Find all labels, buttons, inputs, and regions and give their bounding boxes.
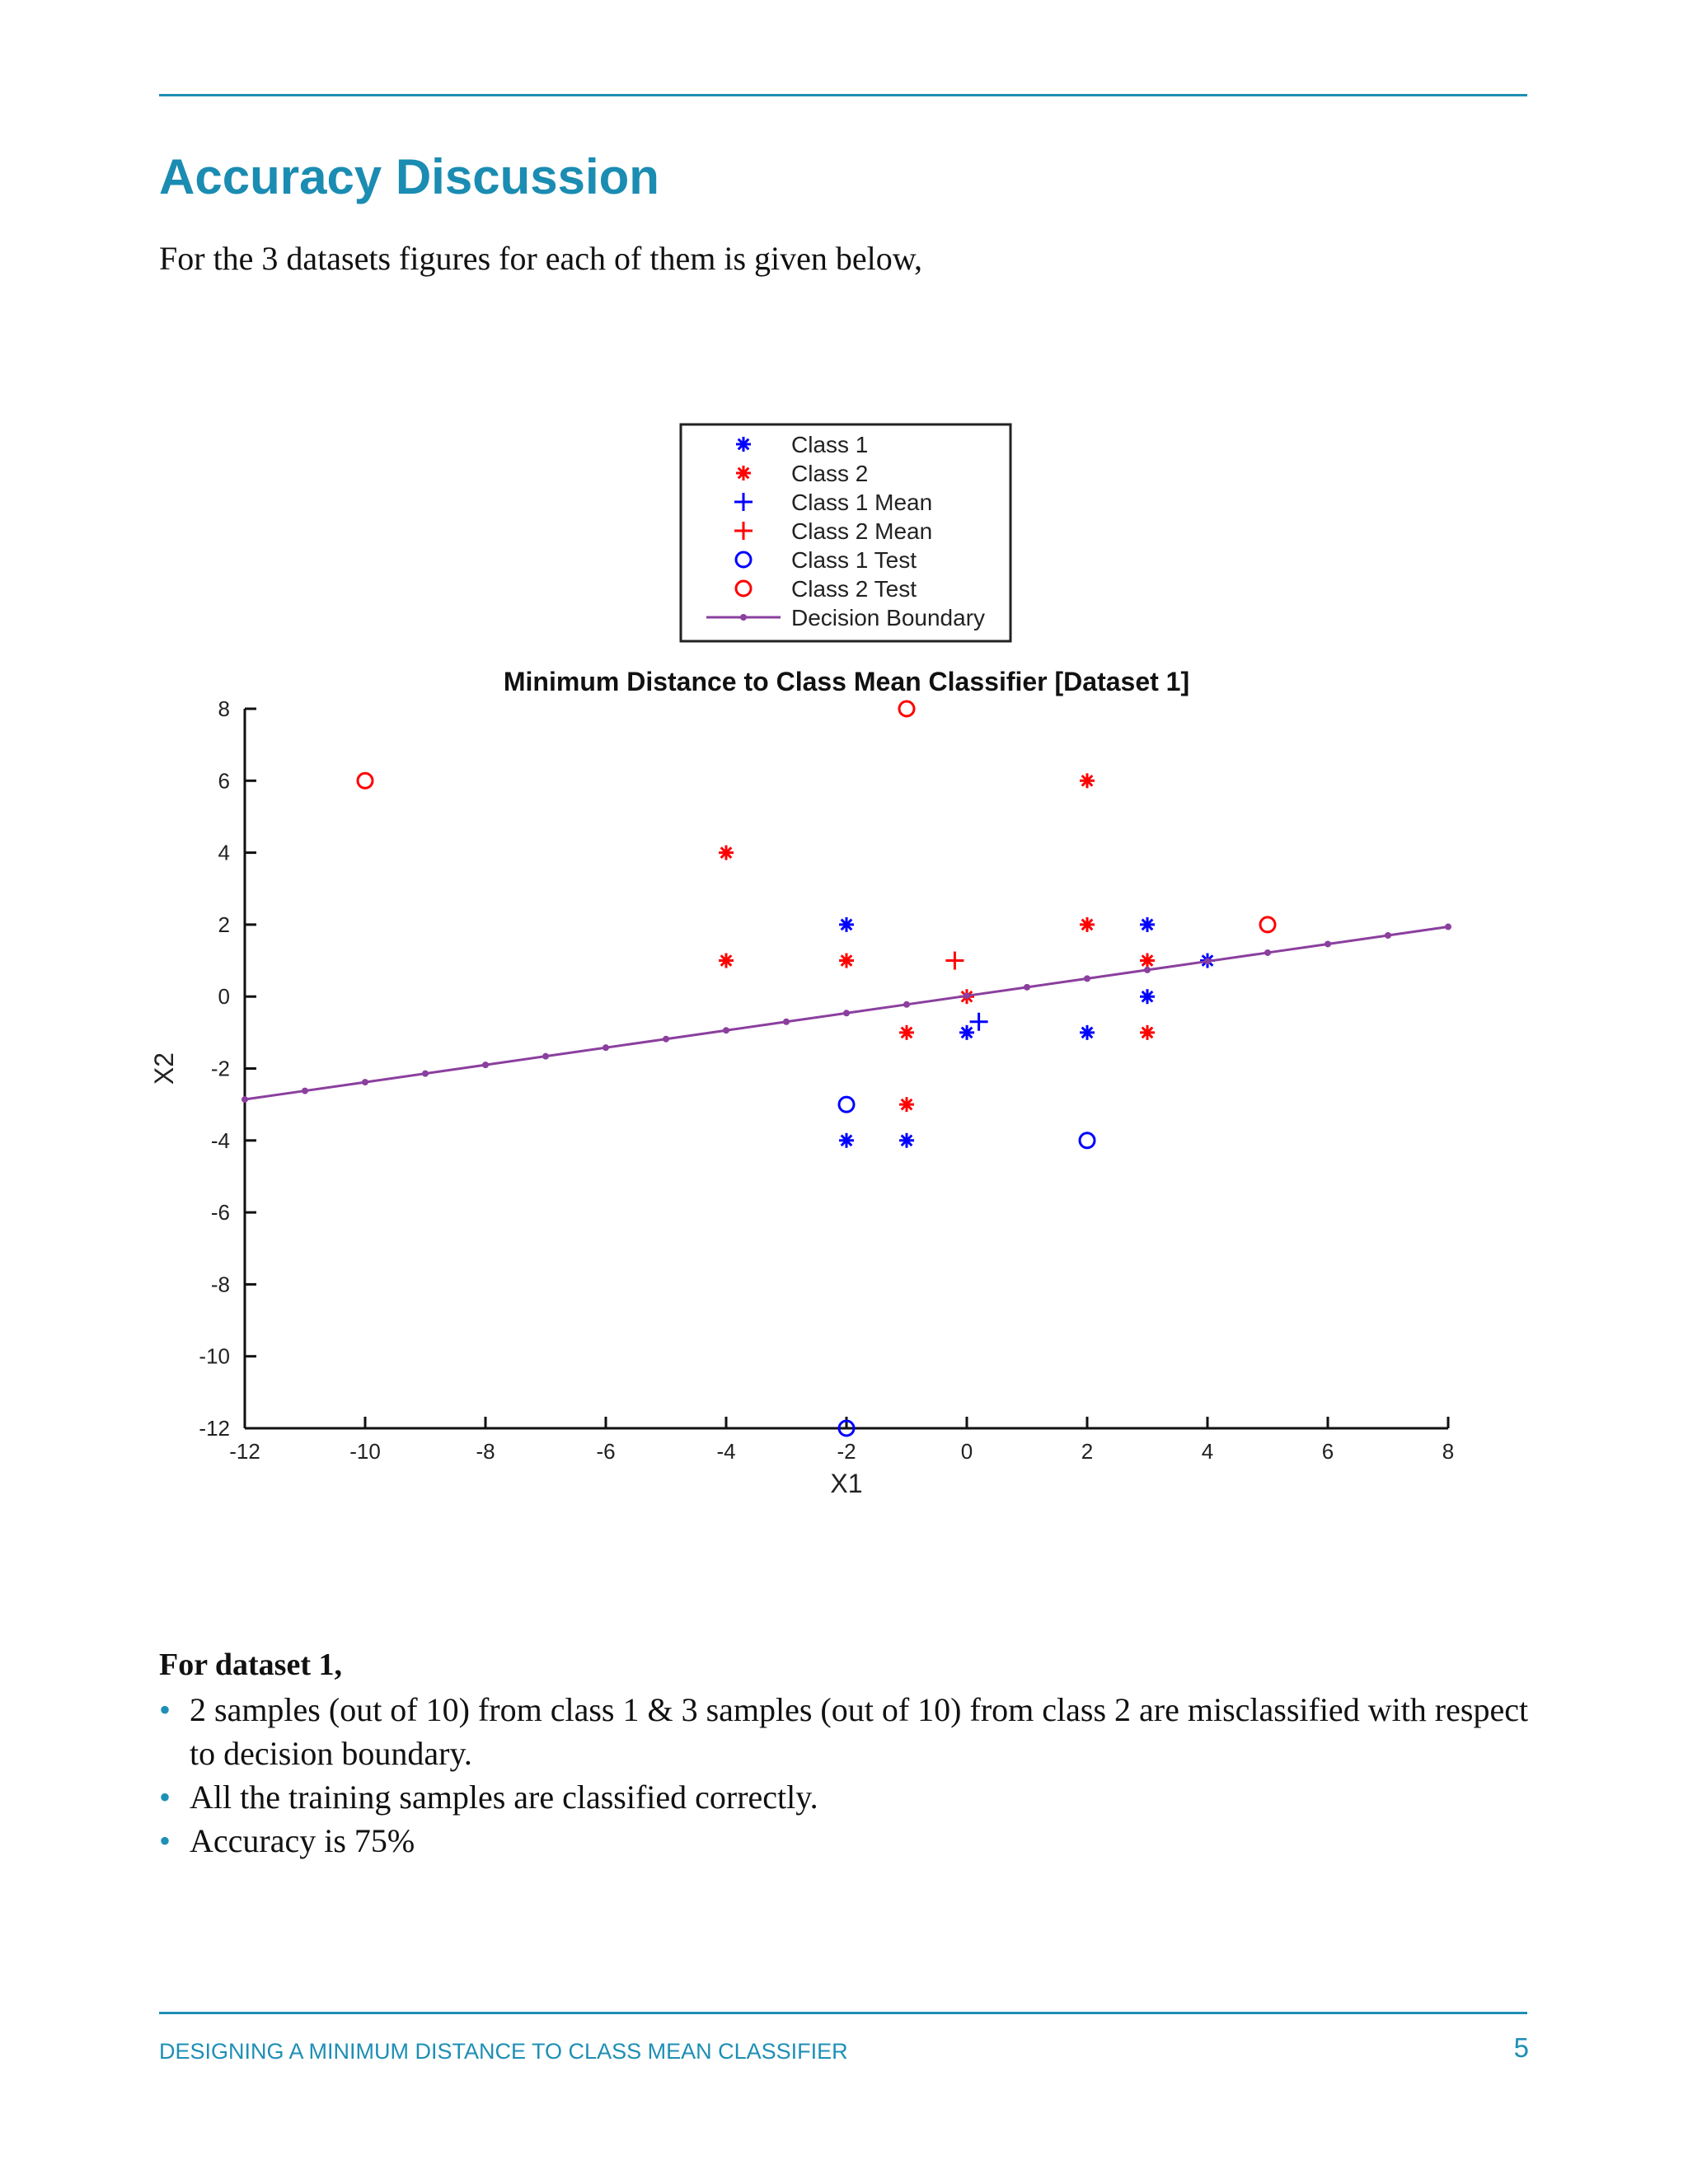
y-tick-label: 8 — [218, 696, 230, 721]
boundary-point — [783, 1019, 790, 1025]
legend-label: Class 1 — [791, 432, 869, 457]
y-axis-label: X2 — [149, 1052, 179, 1085]
legend-label: Class 1 Test — [791, 547, 917, 573]
x-tick-label: 0 — [960, 1439, 973, 1464]
boundary-point — [482, 1062, 489, 1068]
x-tick-label: 6 — [1321, 1439, 1334, 1464]
y-tick-label: -6 — [210, 1200, 230, 1226]
x-axis-label: X1 — [830, 1469, 863, 1498]
legend-marker — [736, 437, 751, 452]
boundary-point — [302, 1088, 308, 1094]
boundary-point — [422, 1071, 429, 1077]
x-tick-label: -4 — [716, 1439, 736, 1464]
y-tick-label: -8 — [210, 1272, 230, 1297]
top-rule — [159, 94, 1527, 96]
bullet-icon: • — [159, 1822, 171, 1859]
y-tick-label: 6 — [218, 768, 230, 794]
boundary-point — [964, 992, 970, 999]
boundary-point — [663, 1036, 669, 1043]
boundary-point — [542, 1053, 549, 1060]
legend-label: Class 2 Mean — [791, 518, 933, 544]
y-tick-label: -2 — [210, 1056, 230, 1081]
legend-label: Class 2 Test — [791, 576, 917, 602]
chart-title: Minimum Distance to Class Mean Classifier [Dataset 1] — [503, 667, 1190, 696]
boundary-point — [903, 1001, 910, 1008]
x-tick-label: -6 — [596, 1439, 616, 1464]
page-heading: Accuracy Discussion — [159, 149, 659, 204]
y-tick-label: 4 — [218, 840, 230, 865]
list-item — [159, 1775, 1544, 1819]
x-tick-label: -2 — [837, 1439, 856, 1464]
bottom-rule — [159, 2012, 1527, 2014]
boundary-point — [241, 1096, 248, 1103]
boundary-point — [1024, 984, 1030, 991]
y-tick-label: -4 — [210, 1127, 230, 1153]
chart-legend — [681, 424, 1010, 641]
boundary-point — [1385, 932, 1391, 939]
list-item — [159, 1819, 1544, 1863]
legend-marker-dot — [740, 614, 747, 621]
bullet-text: All the training samples are classified correctly. — [190, 1779, 818, 1816]
x-tick-label: 2 — [1081, 1439, 1094, 1464]
findings-list — [159, 1688, 1544, 1863]
boundary-point — [1204, 958, 1211, 964]
boundary-point — [1325, 940, 1331, 947]
list-item — [159, 1688, 1544, 1775]
data-point — [1080, 773, 1095, 788]
x-tick-label: -8 — [476, 1439, 495, 1464]
bullet-text: Accuracy is 75% — [190, 1822, 415, 1859]
legend-label: Class 2 — [791, 461, 869, 486]
boundary-point — [1084, 975, 1090, 982]
legend-label: Decision Boundary — [791, 605, 986, 630]
y-tick-label: 0 — [218, 984, 230, 1010]
y-tick-label: -10 — [199, 1343, 230, 1369]
legend-marker — [736, 466, 751, 480]
x-tick-label: -10 — [349, 1439, 381, 1464]
boundary-point — [1264, 949, 1271, 956]
bullet-icon: • — [159, 1691, 171, 1728]
y-tick-label: -12 — [199, 1416, 230, 1441]
page-number: 5 — [1513, 2032, 1529, 2063]
intro-paragraph: For the 3 datasets figures for each of them is given below, — [159, 240, 923, 277]
bullet-icon: • — [159, 1779, 171, 1816]
boundary-point — [1144, 967, 1151, 973]
boundary-point — [1445, 924, 1451, 930]
boundary-point — [723, 1027, 729, 1033]
boundary-point — [843, 1010, 850, 1016]
x-tick-label: 8 — [1442, 1439, 1455, 1464]
bullet-text: 2 samples (out of 10) from class 1 & 3 samples (out of 10) from class 2 are misclassified with respect to decision boundary. — [190, 1691, 1529, 1772]
scatter-chart — [148, 412, 1484, 1549]
footer-title: DESIGNING A MINIMUM DISTANCE TO CLASS MEAN CLASSIFIER — [159, 2039, 848, 2064]
x-tick-label: 4 — [1201, 1439, 1214, 1464]
boundary-point — [362, 1079, 368, 1085]
x-tick-label: -12 — [229, 1439, 260, 1464]
boundary-point — [603, 1044, 609, 1051]
section-title: For dataset 1, — [159, 1647, 342, 1682]
y-tick-label: 2 — [218, 912, 230, 937]
legend-label: Class 1 Mean — [791, 490, 933, 515]
